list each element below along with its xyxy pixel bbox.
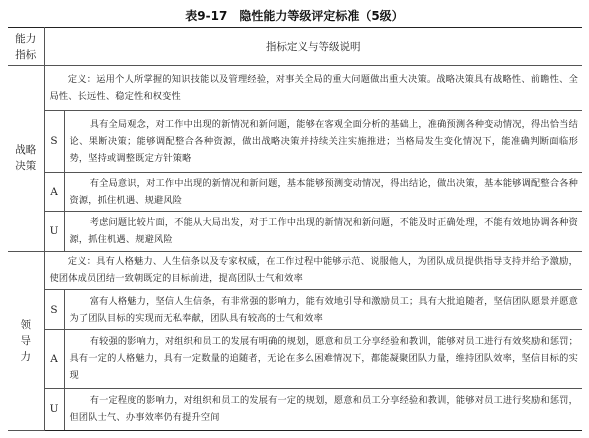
- definition-strategy: 定义：运用个人所掌握的知识技能以及管理经验，对事关全局的重大问题做出重大决策。战略决策具有战略性、前瞻性、全局性、长远性、稳定性和权变性: [44, 66, 582, 110]
- level-grade: S: [44, 110, 64, 172]
- level-description: 有较强的影响力，对组织和员工的发展有明确的规划，愿意和员工分享经验和教训，能够对员工进行有效奖励和惩罚；具有一定的人格魅力，具有一定数量的追随者，无论在多么困难情况下，都能凝聚团队力量，维持团队效率，坚信目标的实现: [64, 330, 582, 388]
- table-row: [8, 66, 582, 110]
- table-row: [8, 173, 582, 212]
- table-row: [8, 212, 582, 251]
- table-header-row: [8, 28, 582, 66]
- level-description: 有一定程度的影响力，对组织和员工的发展有一定的规划，愿意和员工分享经验和教训，能够对员工进行奖励和惩罚，但团队士气、办事效率仍有提升空间: [64, 388, 582, 430]
- header-definition: 指标定义与等级说明: [44, 28, 582, 66]
- level-grade: A: [44, 330, 64, 388]
- table-title: 表9-17 隐性能力等级评定标准（5级）: [185, 9, 404, 23]
- level-grade: U: [44, 388, 64, 430]
- level-grade: A: [44, 173, 64, 212]
- level-grade: S: [44, 289, 64, 329]
- table-row: [8, 330, 582, 388]
- definition-leadership: 定义：具有人格魅力、人生信条以及专家权威，在工作过程中能够示范、说服他人，为团队成员提供指导支持并给予激励，使团体成员团结一致朝既定的目标前进，提高团队士气和效率: [44, 251, 582, 289]
- ability-name-strategy: 战略 决策: [8, 66, 44, 251]
- level-description: 具有全局观念，对工作中出现的新情况和新问题，能够在客观全面分析的基础上，准确预测各种变动情况，得出恰当结论、果断决策；能够调配整合各种资源，做出战略决策并持续关注实施推进；当格局发生变化情况下，能准确判断面临形势，坚持或调整既定方针策略: [64, 110, 582, 172]
- table-row: [8, 251, 582, 289]
- table-row: [8, 110, 582, 172]
- header-indicator-label: 指标: [15, 48, 37, 61]
- level-description: 有全局意识，对工作中出现的新情况和新问题，基本能够预测变动情况，得出结论，做出决策，基本能够调配整合各种资源，抓住机遇、规避风险: [64, 173, 582, 212]
- header-ability-label: 能力: [15, 32, 37, 45]
- level-description: 富有人格魅力，坚信人生信条，有非常强的影响力，能有效地引导和激励员工；具有大批追随者，坚信团队愿景并愿意为了团队目标的实现而无私奉献，团队具有较高的士气和效率: [64, 289, 582, 329]
- table-row: [8, 289, 582, 329]
- rating-standard-table: [8, 27, 582, 431]
- ability-name-leadership: 领 导 力: [8, 251, 44, 430]
- table-row: [8, 388, 582, 430]
- level-description: 考虑问题比较片面，不能从大局出发，对于工作中出现的新情况和新问题，不能及时正确处理，不能有效地协调各种资源，抓住机遇、规避风险: [64, 212, 582, 251]
- header-ability-indicator: [8, 28, 44, 66]
- level-grade: U: [44, 212, 64, 251]
